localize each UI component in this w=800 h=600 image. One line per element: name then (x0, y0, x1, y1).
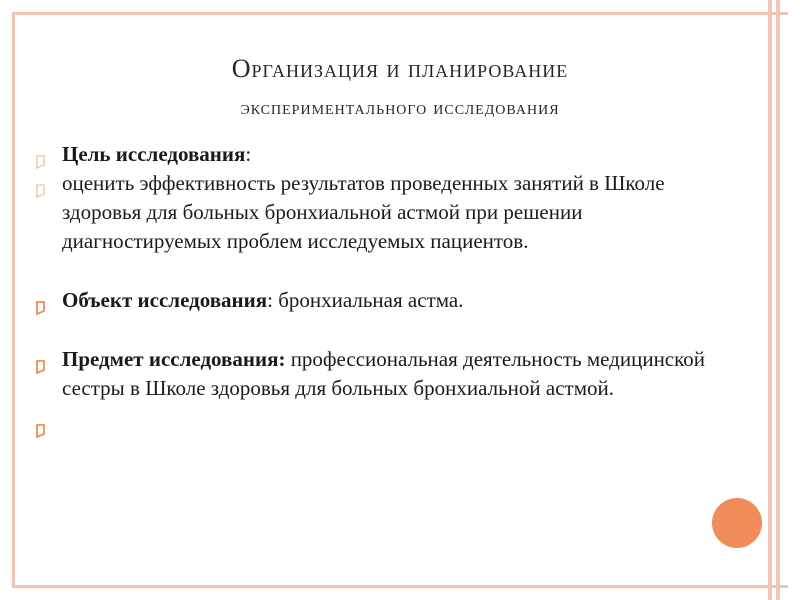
object-label: Объект исследования (62, 288, 268, 312)
hollow-square-bullet-icon (36, 177, 46, 191)
goal-colon: : (245, 142, 252, 166)
title-line-2: экспериментального исследования (240, 97, 560, 119)
bullet-list (36, 140, 726, 409)
frame-right-line-inner (776, 0, 780, 600)
list-item-goal-text (36, 169, 726, 256)
goal-label: Цель исследования (62, 142, 246, 166)
list-item-object (36, 286, 726, 315)
subject-text: профессиональная деятельность медицинской сестры в Школе здоровья для больных бронхиальной астмой. (62, 347, 705, 400)
slide-title (60, 52, 740, 122)
hollow-square-bullet-icon (36, 417, 46, 431)
orange-circle-icon (712, 498, 762, 548)
hollow-square-bullet-icon (36, 148, 46, 162)
hollow-square-bullet-icon (36, 353, 46, 367)
title-line-1: Организация и планирование (231, 54, 569, 83)
frame-right-line-outer (768, 0, 772, 600)
list-item-subject (36, 345, 726, 403)
goal-text: оценить эффективность результатов проведенных занятий в Школе здоровья для больных бронхиальной астмой при решении диагностируемых проблем исследуемых пациентов. (62, 171, 665, 253)
hollow-square-bullet-icon (36, 294, 46, 308)
object-text: : бронхиальная астма. (267, 288, 464, 312)
list-item-goal-heading (36, 140, 726, 169)
subject-label: Предмет исследования: (62, 347, 286, 371)
